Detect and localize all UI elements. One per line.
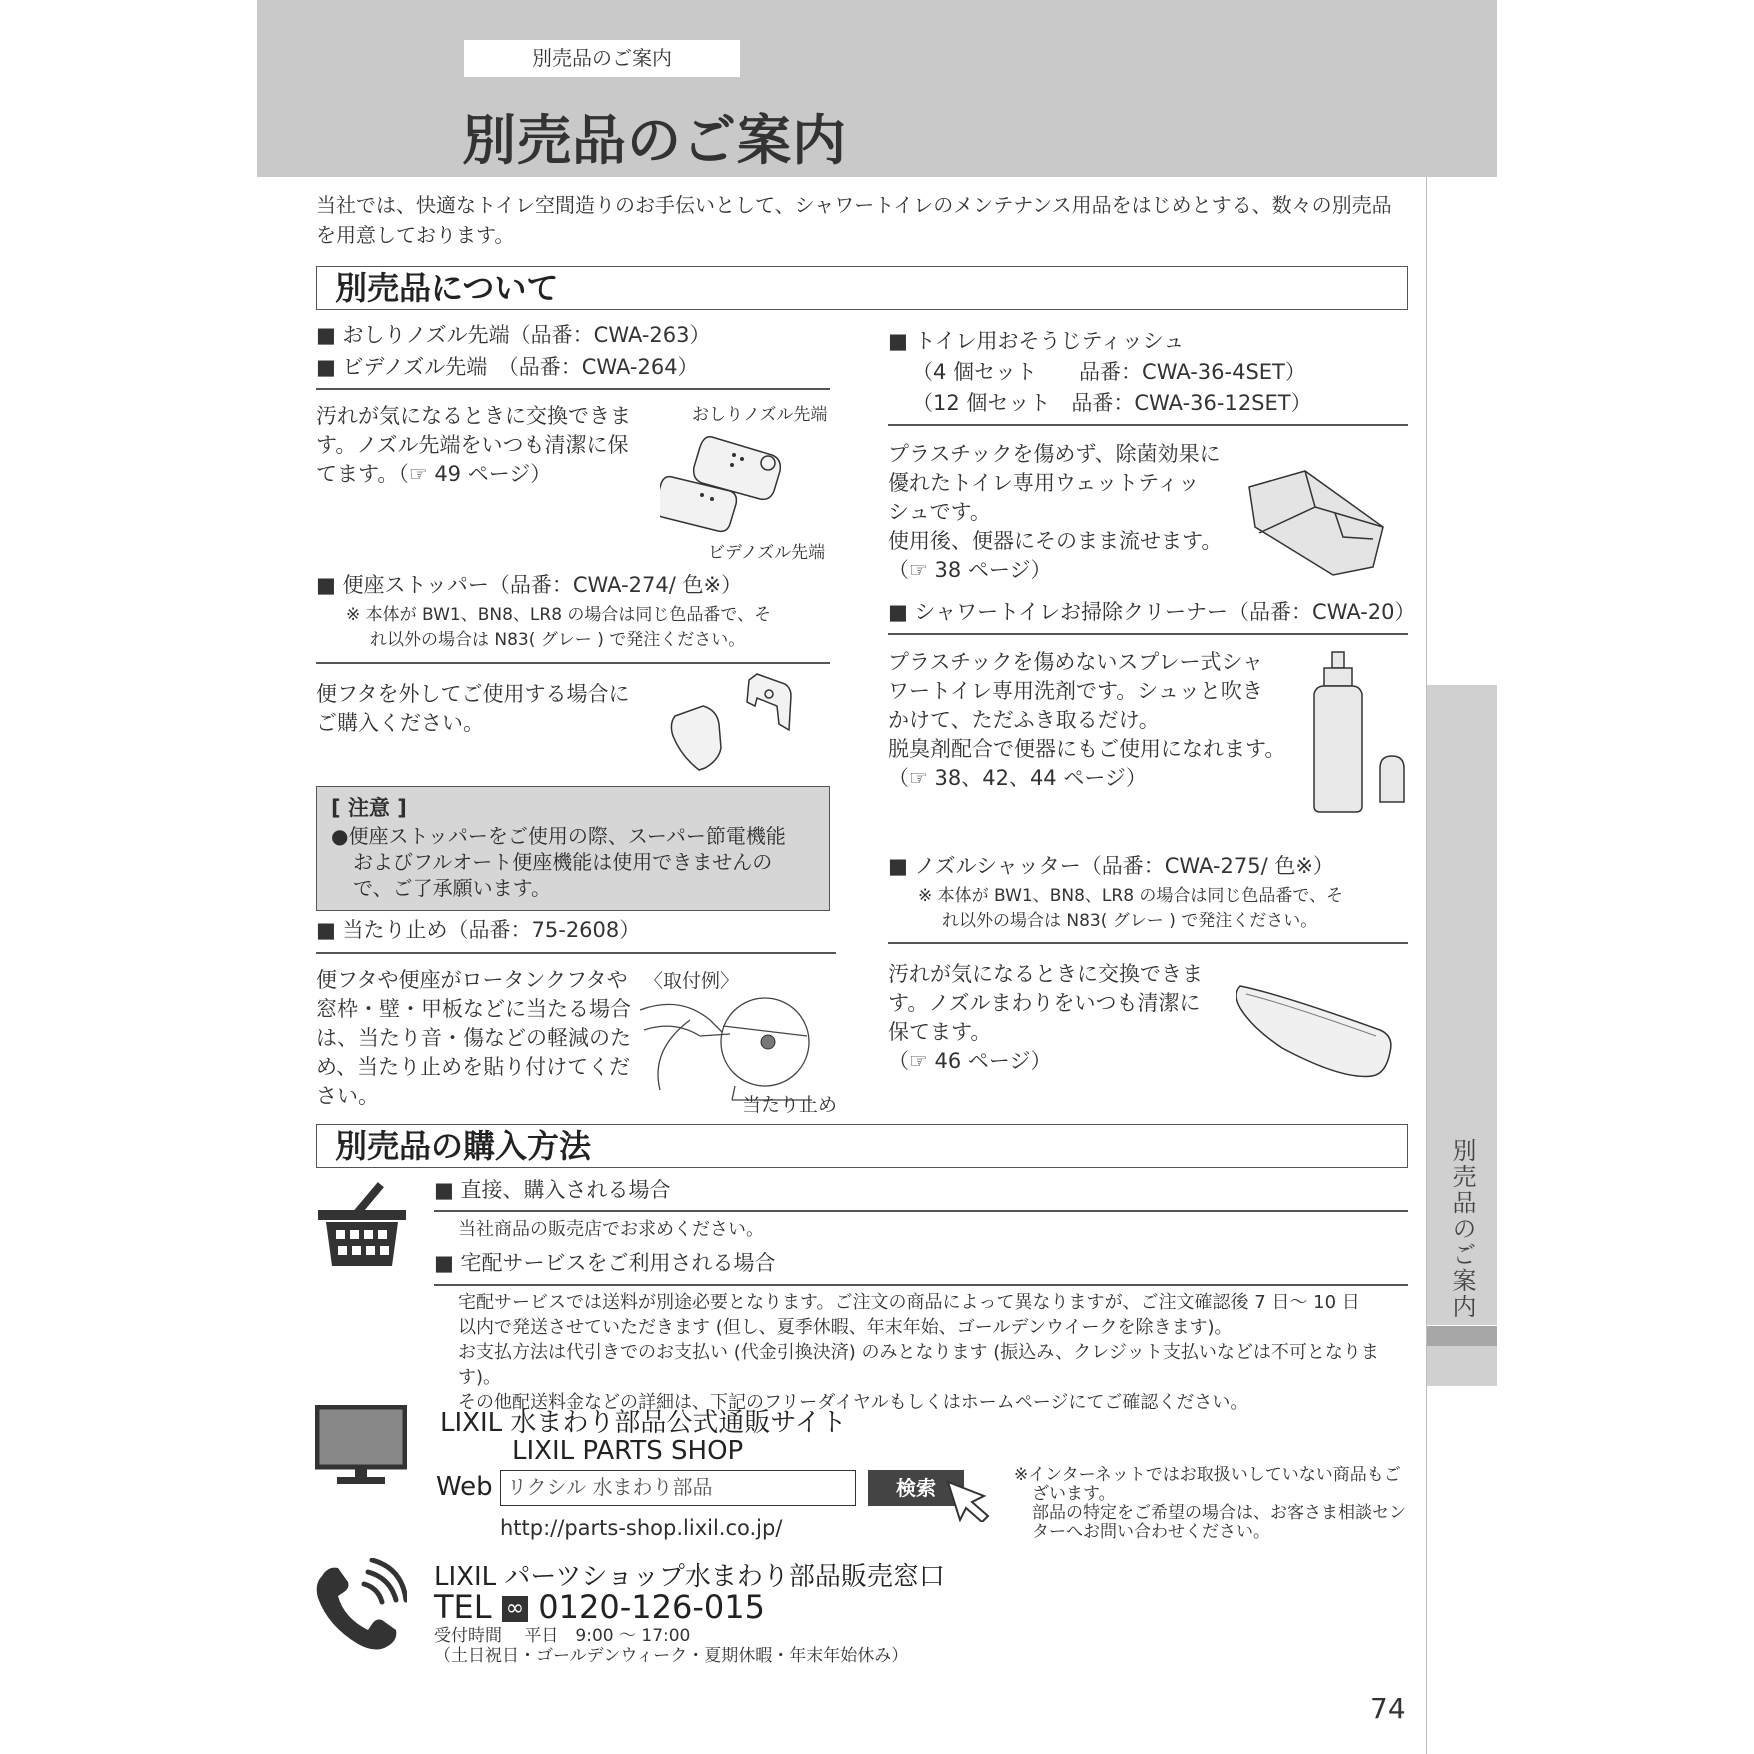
caution-line: およびフルオート便座機能は使用できませんの xyxy=(353,850,773,874)
side-tab-marker xyxy=(1427,1326,1497,1346)
web-note: ※インターネットではお取扱いしていない商品もご ざいます。 部品の特定をご希望の場合は、お客さま相談セン ターへお問い合わせください。 xyxy=(1014,1465,1406,1542)
page-title: 別売品のご案内 xyxy=(462,109,847,172)
tel-label: TEL xyxy=(434,1588,492,1626)
search-button[interactable]: 検索 xyxy=(868,1470,964,1506)
web-url[interactable]: http://parts-shop.lixil.co.jp/ xyxy=(500,1516,783,1540)
divider xyxy=(316,952,836,954)
caution-box xyxy=(316,786,830,911)
direct-purchase-head: ■ 直接、購入される場合 xyxy=(434,1178,671,1202)
shopping-basket-icon xyxy=(314,1180,409,1270)
divider xyxy=(888,942,1408,944)
nozzle-shutter-illustration xyxy=(1236,980,1396,1085)
tissue-head: ■ トイレ用おそうじティッシュ xyxy=(888,329,1185,353)
header-band xyxy=(257,0,1497,177)
cleaner-spray-illustration xyxy=(1300,650,1410,815)
divider xyxy=(888,633,1408,635)
page-number: 74 xyxy=(1370,1692,1406,1725)
nozzle-body: 汚れが気になるときに交換できま す。ノズル先端をいつも清潔に保 てます。（☞ 49 ページ） xyxy=(316,404,631,486)
tel-number[interactable]: 0120-126-015 xyxy=(538,1588,765,1626)
caution-line: ●便座ストッパーをご使用の際、スーパー節電機能 xyxy=(331,824,786,848)
seat-stopper-illustration xyxy=(665,668,815,778)
bumper-part-label: 当たり止め xyxy=(742,1094,838,1116)
divider xyxy=(316,388,830,390)
stopper-note-2: れ以外の場合は N83( グレー ) で発注ください。 xyxy=(370,630,746,650)
stopper-head: ■ 便座ストッパー（品番：CWA-274/ 色※） xyxy=(316,573,743,597)
shutter-body: 汚れが気になるときに交換できま す。ノズルまわりをいつも清潔に 保てます。 （☞ 46 ページ） xyxy=(888,962,1203,1073)
phone-closed: （土日祝日・ゴールデンウィーク・夏期休暇・年末年始休み） xyxy=(434,1646,909,1666)
stopper-body: 便フタを外してご使用する場合に ご購入ください。 xyxy=(316,682,630,735)
side-tab-bottom xyxy=(1427,1346,1497,1386)
tel-line xyxy=(434,1588,765,1626)
direct-purchase-body: 当社商品の販売店でお求めください。 xyxy=(458,1219,764,1240)
divider xyxy=(434,1284,1408,1286)
nozzle-tip-illustration xyxy=(660,425,790,535)
nozzle-label-bottom: ビデノズル先端 xyxy=(708,543,826,563)
side-tab-label: 別売品のご案内 xyxy=(1448,1138,1476,1320)
cleaner-body: プラスチックを傷めないスプレー式シャ ワートイレ専用洗剤です。シュッと吹き かけて、ただふき取るだけ。 脱臭剤配合で便器にもご使用になれます。 （☞ 38、42、44 ページ） xyxy=(888,650,1286,790)
section-heading-about: 別売品について xyxy=(316,266,1408,310)
nozzle-head-2: ■ ビデノズル先端 （品番：CWA-264） xyxy=(316,355,699,379)
divider xyxy=(316,662,830,664)
divider xyxy=(434,1210,1408,1212)
bumper-body: 便フタや便座がロータンクフタや 窓枠・壁・甲板などに当たる場合 は、当たり音・傷などの軽減のた め、当たり止めを貼り付けてくだ さい。 xyxy=(316,968,631,1108)
search-input[interactable]: リクシル 水まわり部品 xyxy=(500,1470,856,1506)
web-label: Web xyxy=(436,1472,493,1502)
tissue-pack-illustration xyxy=(1245,465,1385,580)
caution-title: [ 注意 ] xyxy=(331,796,407,820)
web-title: LIXIL 水まわり部品公式通販サイト xyxy=(440,1408,847,1438)
phone-icon xyxy=(312,1558,407,1653)
stopper-note-1: ※ 本体が BW1、BN8、LR8 の場合は同じ色品番で、そ xyxy=(346,605,772,625)
nozzle-label-top: おしりノズル先端 xyxy=(692,405,828,425)
web-shop-name: LIXIL PARTS SHOP xyxy=(512,1436,744,1466)
divider xyxy=(888,424,1408,426)
bumper-head: ■ 当たり止め（品番：75-2608） xyxy=(316,918,641,942)
cleaner-head: ■ シャワートイレお掃除クリーナー（品番：CWA-20） xyxy=(888,600,1416,624)
monitor-icon xyxy=(315,1405,407,1487)
delivery-head: ■ 宅配サービスをご利用される場合 xyxy=(434,1251,776,1275)
shutter-note-2: れ以外の場合は N83( グレー ) で発注ください。 xyxy=(942,911,1318,931)
phone-title: LIXIL パーツショップ水まわり部品販売窓口 xyxy=(434,1562,945,1592)
nozzle-head-1: ■ おしりノズル先端（品番：CWA-263） xyxy=(316,323,711,347)
tissue-sub-1: （4 個セット 品番：CWA-36-4SET） xyxy=(912,360,1306,384)
shutter-head: ■ ノズルシャッター（品番：CWA-275/ 色※） xyxy=(888,854,1334,878)
intro-text: 当社では、快適なトイレ空間造りのお手伝いとして、シャワートイレのメンテナンス用品をはじめとする、数々の別売品を用意しております。 xyxy=(316,193,1392,247)
section-heading-purchase: 別売品の購入方法 xyxy=(316,1124,1408,1168)
example-label: 〈取付例〉 xyxy=(644,970,740,992)
tissue-body: プラスチックを傷めず、除菌効果に 優れたトイレ専用ウェットティッ シュです。 使用後、便器にそのまま流せます。 （☞ 38 ページ） xyxy=(888,442,1223,582)
header-tag: 別売品のご案内 xyxy=(464,40,740,77)
shutter-note-1: ※ 本体が BW1、BN8、LR8 の場合は同じ色品番で、そ xyxy=(918,886,1344,906)
delivery-body: 宅配サービスでは送料が別途必要となります。ご注文の商品によって異なりますが、ご注文確認後 7 日～ 10 日 以内で発送させていただきます (但し、夏季休暇、年末年始、ゴールデンウイークを除きます)。 お支払方法は代引きでのお支払い (代金引換決済) のみとなります (振込み、クレジット支払いなどは不可となります)。 その他配送料金などの詳細は、下記のフリーダイヤルもしくはホームページにてご確認ください。 xyxy=(458,1292,1379,1413)
phone-hours: 受付時間 平日 9:00 ～ 17:00 xyxy=(434,1626,691,1646)
free-dial-icon: ∞ xyxy=(502,1596,528,1622)
cursor-arrow-icon xyxy=(944,1478,994,1522)
caution-line: で、ご了承願います。 xyxy=(353,876,551,900)
tissue-sub-2: （12 個セット 品番：CWA-36-12SET） xyxy=(912,391,1312,415)
